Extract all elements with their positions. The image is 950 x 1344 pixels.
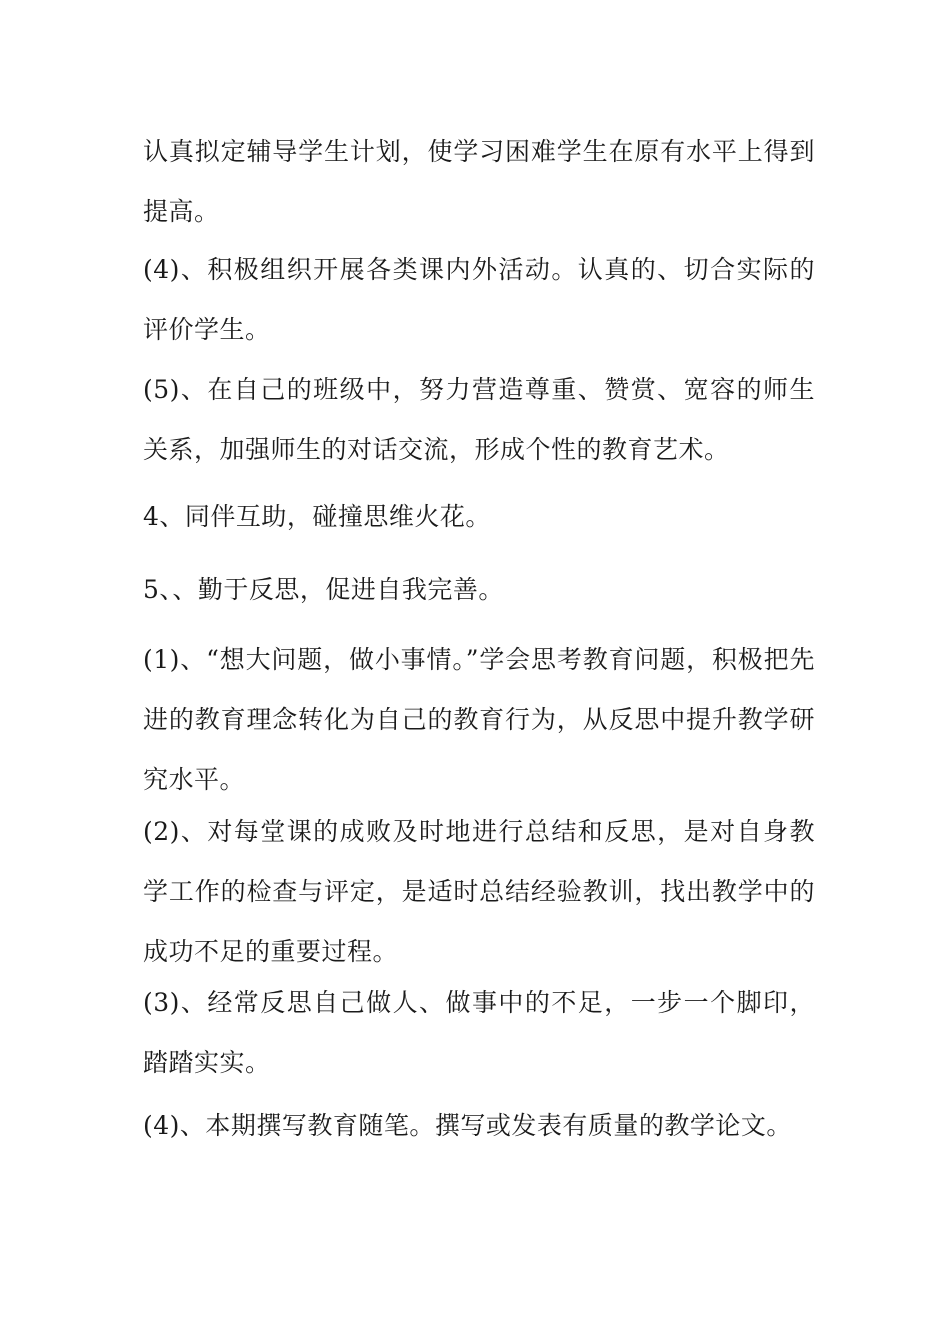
paragraph-tutoring-plan: 认真拟定辅导学生计划，使学习困难学生在原有水平上得到提高。 (143, 137, 815, 226)
paragraph-self-reflection: (3)、经常反思自己做人、做事中的不足，一步一个脚印，踏踏实实。 (143, 988, 815, 1077)
paragraph-think-big: (1)、“想大问题，做小事情。”学会思考教育问题，积极把先进的教育理念转化为自己的教育行为，从反思中提升教学研究水平。 (143, 645, 815, 794)
paragraph-essays: (4)、本期撰写教育随笔。撰写或发表有质量的教学论文。 (143, 1111, 792, 1140)
paragraph-reflection-heading: 5、、勤于反思，促进自我完善。 (143, 575, 504, 604)
paragraph-peer-help: 4、同伴互助，碰撞思维火花。 (143, 502, 491, 531)
paragraph-lesson-review: (2)、对每堂课的成败及时地进行总结和反思，是对自身教学工作的检查与评定，是适时总结经验教训，找出教学中的成功不足的重要过程。 (143, 817, 815, 966)
paragraph-class-relations: (5)、在自己的班级中，努力营造尊重、赞赏、宽容的师生关系，加强师生的对话交流，形成个性的教育艺术。 (143, 375, 815, 464)
paragraph-activities: (4)、积极组织开展各类课内外活动。认真的、切合实际的评价学生。 (143, 255, 815, 344)
